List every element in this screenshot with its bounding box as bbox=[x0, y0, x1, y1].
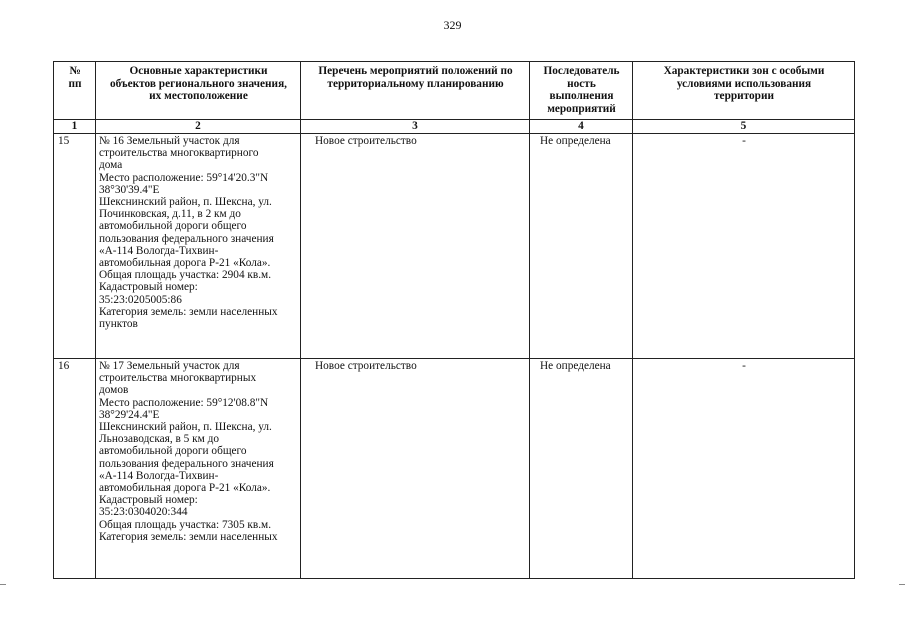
header-line: ность bbox=[567, 77, 596, 90]
scan-edge-mark bbox=[0, 584, 6, 585]
header-line: Характеристики зон с особыми bbox=[663, 65, 825, 77]
description-line: автомобильная дорога Р-21 «Кола». bbox=[99, 257, 271, 270]
header-line: Последователь bbox=[543, 65, 620, 77]
header-line: объектов регионального значения, bbox=[109, 77, 288, 90]
row-measures: Новое строительство bbox=[301, 359, 530, 579]
table-row bbox=[54, 134, 855, 359]
description-line: Категория земель: земли населенных bbox=[99, 530, 278, 543]
scan-edge-mark bbox=[899, 584, 905, 585]
description-line: № 16 Земельный участок для bbox=[99, 135, 240, 147]
header-zones bbox=[633, 62, 855, 120]
description-line: № 17 Земельный участок для bbox=[99, 360, 240, 372]
territorial-planning-table bbox=[53, 61, 855, 579]
description-line: пользования федерального значения bbox=[99, 232, 274, 245]
description-line: домов bbox=[99, 384, 129, 397]
row-zones: - bbox=[633, 359, 855, 579]
description-line: 38°30'39.4"E bbox=[99, 183, 160, 196]
description-line: пунктов bbox=[99, 318, 138, 331]
description-line: Общая площадь участка: 7305 кв.м. bbox=[99, 518, 272, 531]
description-line: Общая площадь участка: 2904 кв.м. bbox=[99, 269, 272, 282]
description-line: строительства многоквартирного bbox=[99, 147, 259, 160]
description-line: Кадастровый номер: bbox=[99, 281, 198, 294]
description-line: строительства многоквартирных bbox=[99, 372, 257, 385]
description-line: 38°29'24.4"E bbox=[99, 408, 160, 421]
header-line: Перечень мероприятий положений по bbox=[318, 65, 513, 77]
description-line: Шекснинский район, п. Шексна, ул. bbox=[99, 421, 272, 434]
row-sequence: Не определена bbox=[530, 134, 633, 359]
header-line: территориальному планированию bbox=[327, 77, 504, 90]
description-line: автомобильной дороги общего bbox=[99, 445, 247, 458]
header-description bbox=[96, 62, 301, 120]
header-line: мероприятий bbox=[547, 102, 616, 115]
row-zones: - bbox=[633, 134, 855, 359]
column-number: 1 bbox=[54, 120, 96, 134]
column-number: 5 bbox=[633, 120, 855, 134]
description-line: Починковская, д.11, в 2 км до bbox=[99, 208, 241, 221]
column-number: 2 bbox=[96, 120, 301, 134]
header-line: № bbox=[69, 65, 81, 77]
description-line: Льнозаводская, в 5 км до bbox=[99, 433, 219, 446]
column-number: 4 bbox=[530, 120, 633, 134]
description-line: Место расположение: 59°14'20.3"N bbox=[99, 171, 269, 184]
description-line: «А-114 Вологда-Тихвин- bbox=[99, 469, 219, 482]
row-num: 16 bbox=[54, 359, 96, 579]
description-line: Место расположение: 59°12'08.8"N bbox=[99, 396, 269, 409]
row-description bbox=[96, 359, 301, 579]
description-line: Шекснинский район, п. Шексна, ул. bbox=[99, 196, 272, 209]
header-line: пп bbox=[68, 77, 82, 90]
table-row bbox=[54, 359, 855, 579]
header-line: их местоположение bbox=[149, 90, 248, 102]
row-sequence: Не определена bbox=[530, 359, 633, 579]
header-line: Основные характеристики bbox=[129, 65, 268, 77]
description-line: 35:23:0304020:344 bbox=[99, 506, 188, 519]
header-num bbox=[54, 62, 96, 120]
description-line: автомобильной дороги общего bbox=[99, 220, 247, 233]
description-line: «А-114 Вологда-Тихвин- bbox=[99, 244, 219, 257]
description-line: дома bbox=[99, 159, 123, 172]
row-measures: Новое строительство bbox=[301, 134, 530, 359]
column-number: 3 bbox=[301, 120, 530, 134]
description-line: 35:23:0205005:86 bbox=[99, 293, 182, 306]
row-num: 15 bbox=[54, 134, 96, 359]
description-line: Категория земель: земли населенных bbox=[99, 305, 278, 318]
page-number: 329 bbox=[443, 18, 462, 32]
description-line: автомобильная дорога Р-21 «Кола». bbox=[99, 482, 271, 495]
column-number-row bbox=[54, 120, 855, 134]
header-sequence bbox=[530, 62, 633, 120]
header-row bbox=[54, 62, 855, 120]
header-line: территории bbox=[714, 90, 774, 102]
row-description bbox=[96, 134, 301, 359]
header-line: выполнения bbox=[549, 90, 614, 102]
header-measures bbox=[301, 62, 530, 120]
description-line: пользования федерального значения bbox=[99, 457, 274, 470]
description-line: Кадастровый номер: bbox=[99, 494, 198, 507]
header-line: условиями использования bbox=[676, 77, 812, 90]
